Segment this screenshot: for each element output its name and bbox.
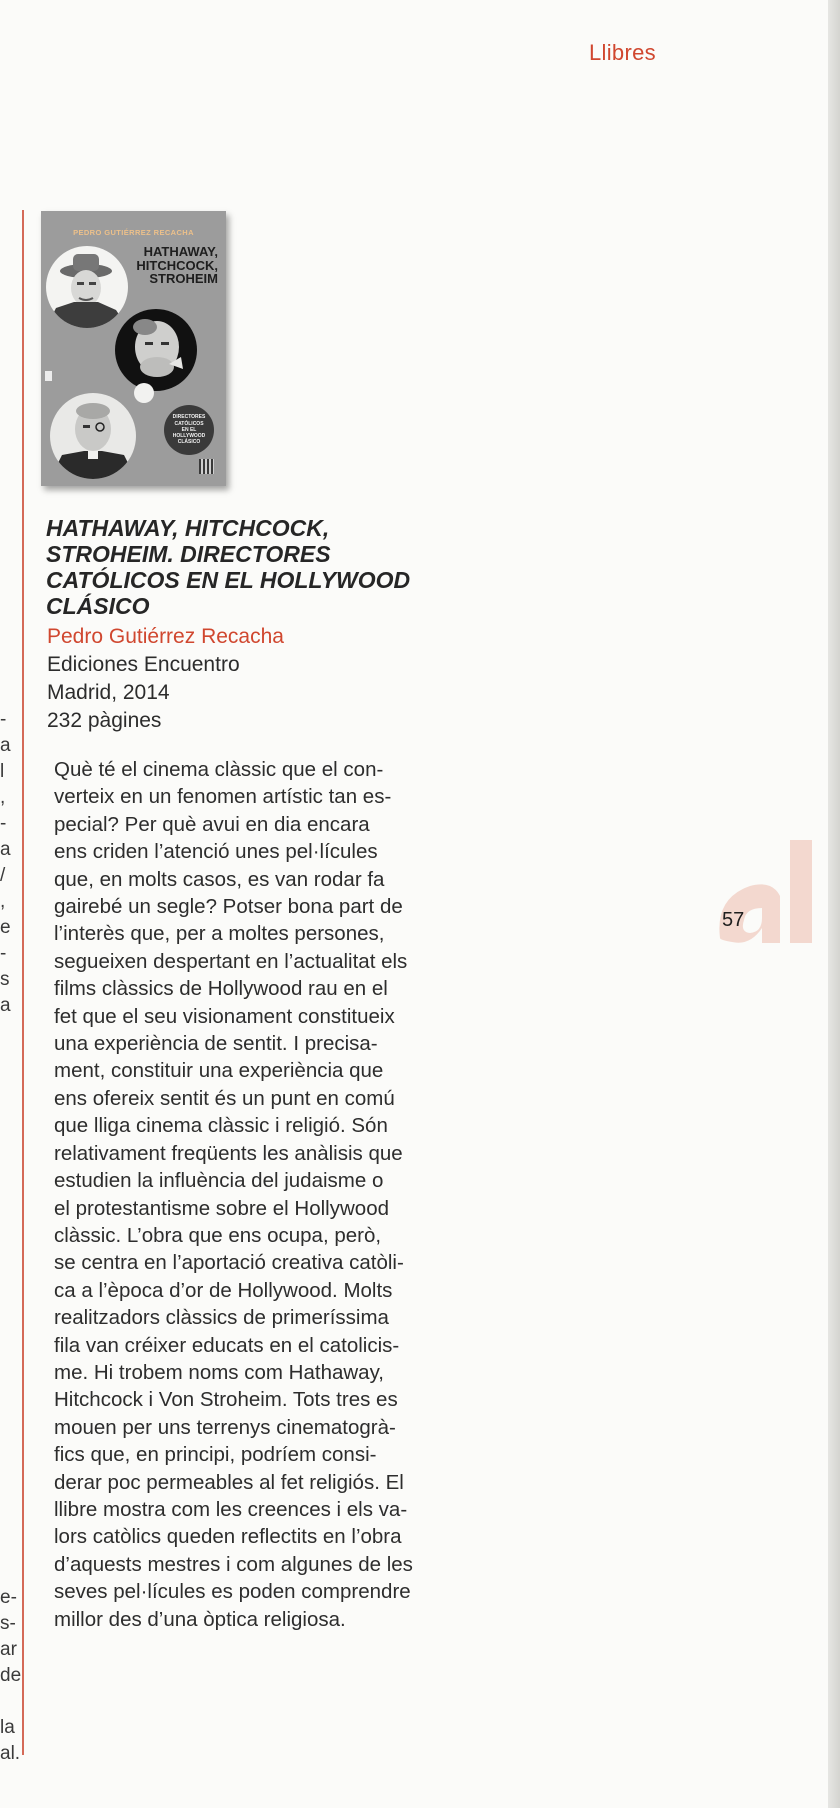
- book-title: [46, 515, 476, 619]
- badge-line: CATÓLICOS: [174, 420, 204, 427]
- cover-title-line: HATHAWAY,: [143, 244, 218, 259]
- fragment: e: [0, 917, 11, 938]
- review-line: ens ofereix sentit és un punt en comú: [54, 1086, 395, 1110]
- book-cover: [41, 211, 226, 486]
- review-line: fila van créixer educats en el catolicis-: [54, 1333, 400, 1357]
- portrait-hathaway: [46, 246, 128, 328]
- review-line: llibre mostra com les creences i els va-: [54, 1497, 408, 1521]
- review-line: ment, constituir una experiència que: [54, 1059, 384, 1083]
- review-line: realitzadors clàssics de primeríssima: [54, 1306, 389, 1330]
- fragment: /: [0, 865, 6, 886]
- review-line: gairebé un segle? Potser bona part de: [54, 895, 403, 919]
- review-line: una experiència de sentit. I precisa-: [54, 1032, 378, 1056]
- review-line: relativament freqüents les anàlisis que: [54, 1141, 403, 1165]
- qr-code: [199, 459, 214, 474]
- review-line: clàssic. L’obra que ens ocupa, però,: [54, 1223, 382, 1247]
- review-line: que, en molts casos, es van rodar fa: [54, 867, 385, 891]
- badge-line: HOLLYWOOD: [172, 433, 206, 440]
- left-column-fragments-upper: [0, 707, 30, 1019]
- review-line: lors catòlics queden reflectits en l’obra: [54, 1525, 402, 1549]
- book-title-line: CATÓLICOS EN EL HOLLYWOOD: [46, 567, 411, 593]
- fragment: al.: [0, 1743, 21, 1764]
- book-title-line: HATHAWAY, HITCHCOCK,: [46, 515, 330, 541]
- review-line: mouen per uns terrenys cinematogrà-: [54, 1415, 396, 1439]
- fragment: ,: [0, 787, 6, 808]
- fragment: [0, 1689, 30, 1715]
- review-line: verteix en un fenomen artístic tan es-: [54, 785, 392, 809]
- portrait-stroheim: [50, 393, 136, 479]
- page-edge: [828, 0, 840, 1808]
- review-line: d’aquests mestres i com algunes de les: [54, 1552, 413, 1576]
- review-line: seves pel·lícules es poden comprendre: [54, 1580, 411, 1604]
- fragment: -: [0, 943, 7, 964]
- review-line: fics que, en principi, podríem consi-: [54, 1443, 377, 1467]
- decorative-logo-mark: [710, 838, 820, 958]
- fragment: s: [0, 969, 10, 990]
- badge-line: EN EL: [181, 426, 197, 433]
- fragment: a: [0, 995, 11, 1016]
- review-line: films clàssics de Hollywood rau en el: [54, 977, 388, 1001]
- fragment: a: [0, 839, 11, 860]
- publisher-logo: [45, 371, 52, 381]
- review-line: ca a l’època d’or de Hollywood. Molts: [54, 1278, 393, 1302]
- review-line: que lliga cinema clàssic i religió. Són: [54, 1114, 388, 1138]
- review-line: derar poc permeables al fet religiós. El: [54, 1470, 404, 1494]
- fragment: -: [0, 709, 7, 730]
- review-line: ens criden l’atenció unes pel·lícules: [54, 840, 378, 864]
- cover-disc: [134, 383, 154, 403]
- badge-line: CLÁSICO: [177, 439, 201, 446]
- book-publisher: Ediciones Encuentro: [47, 653, 240, 676]
- fragment: a: [0, 735, 11, 756]
- cover-title-line: HITCHCOCK,: [136, 257, 218, 273]
- review-line: pecial? Per què avui en dia encara: [54, 812, 370, 836]
- fragment: l: [0, 761, 5, 782]
- book-title-line: STROHEIM. DIRECTORES: [46, 541, 331, 567]
- review-line: el protestantisme sobre el Hollywood: [54, 1196, 389, 1220]
- review-line: se centra en l’aportació creativa catòli-: [54, 1251, 404, 1275]
- fragment: la: [0, 1717, 15, 1738]
- cover-badge: [164, 405, 214, 455]
- book-title-line: CLÁSICO: [46, 593, 150, 619]
- portrait-hitchcock: [115, 309, 197, 391]
- review-line: millor des d’una òptica religiosa.: [54, 1607, 346, 1631]
- review-line: me. Hi trobem noms com Hathaway,: [54, 1360, 385, 1384]
- book-author: Pedro Gutiérrez Recacha: [47, 625, 284, 648]
- review-line: Hitchcock i Von Stroheim. Tots tres es: [54, 1388, 398, 1412]
- cover-title-line: STROHEIM: [149, 271, 218, 286]
- fragment: ,: [0, 891, 6, 912]
- fragment: de: [0, 1665, 22, 1686]
- page-number: 57: [722, 909, 745, 931]
- fragment: -: [0, 813, 7, 834]
- review-line: fet que el seu visionament constitueix: [54, 1004, 395, 1028]
- review-line: segueixen despertant en l’actualitat els: [54, 949, 408, 973]
- review-line: Què té el cinema clàssic que el con-: [54, 758, 384, 781]
- review-line: estudien la influència del judaisme o: [54, 1169, 384, 1193]
- review-text: [54, 756, 488, 1633]
- review-line: l’interès que, per a moltes persones,: [54, 922, 385, 946]
- book-details: [47, 623, 284, 735]
- fragment: e-: [0, 1587, 17, 1608]
- badge-line: DIRECTORES: [172, 414, 206, 421]
- section-label: Llibres: [589, 40, 656, 65]
- book-place-year: Madrid, 2014: [47, 681, 170, 704]
- book-pages: 232 pàgines: [47, 709, 162, 732]
- fragment: s-: [0, 1613, 16, 1634]
- left-column-fragments-lower: [0, 1585, 30, 1767]
- fragment: ar: [0, 1639, 17, 1660]
- cover-author: PEDRO GUTIÉRREZ RECACHA: [73, 228, 194, 237]
